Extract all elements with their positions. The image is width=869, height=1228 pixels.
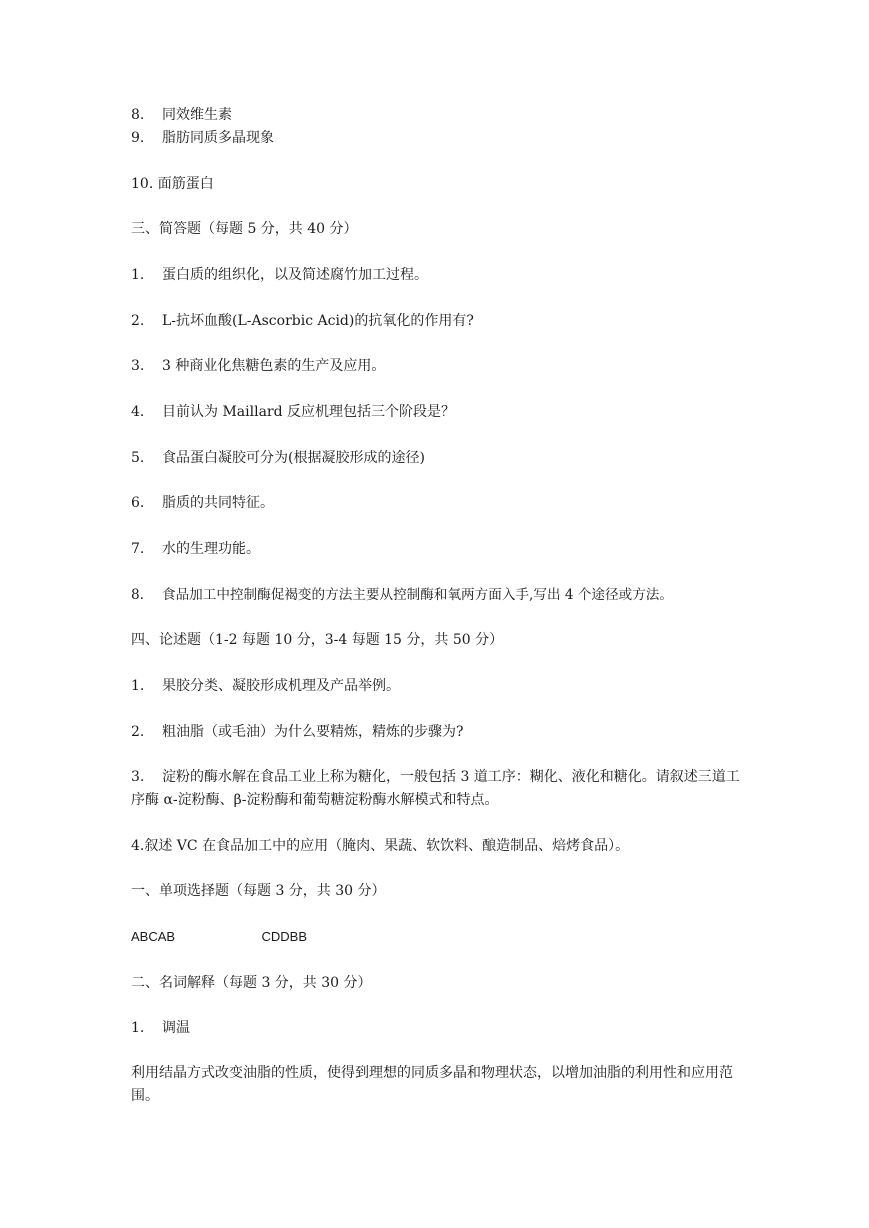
item-text: 蛋白质的组织化，以及简述腐竹加工过程。: [162, 267, 428, 283]
item-number: 2.: [131, 724, 145, 740]
item-number: 9.: [131, 130, 145, 146]
item-number: 8.: [131, 587, 144, 603]
item-number: 1.: [131, 678, 145, 694]
short-answer-item-3: [131, 355, 751, 377]
short-answer-item-1: [131, 264, 751, 286]
item-text: 4.叙述 VC 在食品加工中的应用（腌肉、果蔬、软饮料、酿造制品、焙烤食品）。: [131, 838, 630, 854]
item-number: 2.: [131, 313, 145, 329]
item-number: 3.: [131, 769, 145, 785]
item-text: 食品加工中控制酶促褐变的方法主要从控制酶和氧两方面入手,写出 4 个途径或方法。: [162, 587, 673, 603]
item-number: 1.: [131, 267, 145, 283]
item-number: 7.: [131, 541, 145, 557]
item-text: 目前认为 Maillard 反应机理包括三个阶段是？: [162, 404, 456, 420]
short-answer-item-5: [131, 447, 751, 469]
answers-section-one-heading: 一、单项选择题（每题 3 分，共 30 分）: [131, 883, 386, 899]
item-text: 淀粉的酶水解在食品工业上称为糖化，一般包括 3 道工序：糊化、液化和糖化。请叙述三道工序酶 α-淀粉酶、β-淀粉酶和葡萄糖淀粉酶水解模式和特点。: [131, 769, 740, 808]
item-number: 1.: [131, 1020, 145, 1036]
item-text: 同效维生素: [162, 107, 232, 123]
item-text: 脂质的共同特征。: [162, 495, 274, 511]
item-number: 6.: [131, 495, 145, 511]
essay-item-1: [131, 675, 751, 697]
section-four-heading: 四、论述题（1-2 每题 10 分，3-4 每题 15 分，共 50 分）: [131, 632, 504, 648]
term-item-10: [131, 173, 751, 195]
term-item-9: [131, 127, 751, 149]
essay-item-3: [131, 766, 743, 812]
multiple-choice-answers: ABCAB CDDBB: [131, 929, 308, 944]
item-number: 8.: [131, 107, 145, 123]
item-text: 水的生理功能。: [162, 541, 260, 557]
short-answer-item-6: [131, 492, 751, 514]
item-text: 粗油脂（或毛油）为什么要精炼，精炼的步骤为?: [162, 724, 464, 740]
section-three-heading: 三、简答题（每题 5 分，共 40 分）: [131, 221, 358, 237]
item-text: 调温: [162, 1020, 190, 1036]
short-answer-item-8: [131, 584, 771, 606]
item-text: 3 种商业化焦糖色素的生产及应用。: [162, 358, 386, 374]
short-answer-item-7: [131, 538, 751, 560]
term-answer-explanation: 利用结晶方式改变油脂的性质，使得到理想的同质多晶和物理状态，以增加油脂的利用性和应用范围。: [131, 1065, 733, 1104]
answers-section-two-heading: 二、名词解释（每题 3 分，共 30 分）: [131, 975, 372, 991]
term-item-8: [131, 104, 751, 126]
term-answer-item-1: [131, 1017, 751, 1039]
item-text: 食品蛋白凝胶可分为(根据凝胶形成的途径): [162, 450, 425, 466]
short-answer-item-4: [131, 401, 751, 423]
item-text: 脂肪同质多晶现象: [162, 130, 274, 146]
item-text: L-抗坏血酸(L-Ascorbic Acid)的抗氧化的作用有?: [162, 313, 474, 329]
item-number: 4.: [131, 404, 145, 420]
item-number: 3.: [131, 358, 145, 374]
short-answer-item-2: [131, 310, 751, 332]
item-number: 5.: [131, 450, 145, 466]
item-text: 果胶分类、凝胶形成机理及产品举例。: [162, 678, 400, 694]
item-text: 10. 面筋蛋白: [131, 176, 214, 192]
essay-item-2: [131, 721, 751, 743]
essay-item-4: [131, 835, 751, 857]
